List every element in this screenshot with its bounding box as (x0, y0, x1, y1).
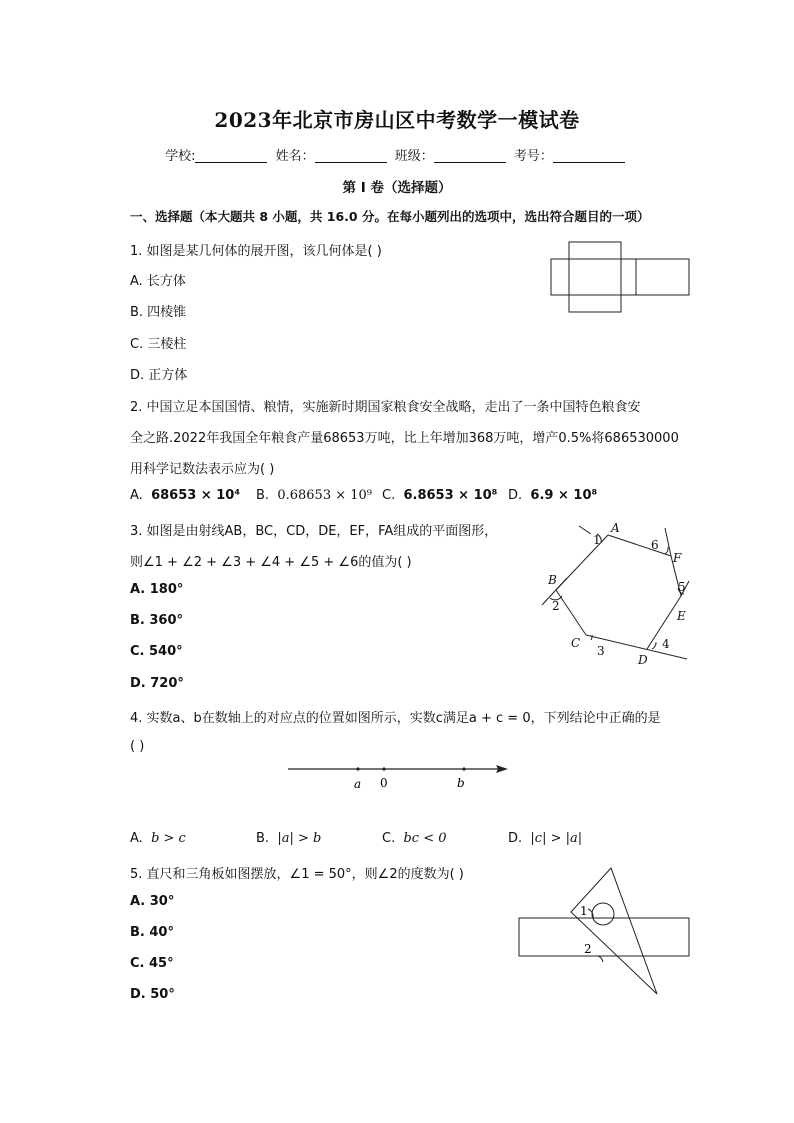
q4-option-b[interactable]: B. |a| > b (256, 831, 322, 846)
q2-option-d[interactable]: D. 6.9 × 10⁸ (508, 488, 598, 503)
q4-option-a[interactable]: A. b > c (130, 831, 186, 846)
q1-net-figure (548, 238, 694, 316)
q2-line-1: 2. 中国立足本国国情、粮情，实施新时期国家粮食安全战略，走出了一条中国特色粮食安 (130, 400, 641, 415)
q1-option-a[interactable]: A. 长方体 (130, 274, 186, 289)
ruler (519, 918, 689, 956)
q3-option-c[interactable]: C. 540° (130, 644, 183, 659)
point-b-label: b (457, 776, 465, 790)
q1-option-c[interactable]: C. 三棱柱 (130, 337, 187, 352)
q3-option-b[interactable]: B. 360° (130, 613, 184, 628)
point-zero-label: 0 (380, 776, 388, 790)
q2-line-3: 用科学记数法表示应为( ) (130, 462, 275, 477)
label-A: A (611, 521, 620, 535)
label-F: F (673, 551, 682, 565)
q4-line-1: 4. 实数a、b在数轴上的对应点的位置如图所示，实数c满足a + c = 0，下列结论中正确的是 (130, 711, 661, 726)
school-blank[interactable] (195, 148, 267, 163)
q2-option-c[interactable]: C. 6.8653 × 10⁸ (382, 488, 498, 503)
q5-ruler-triangle-figure (515, 860, 693, 998)
q3-option-a[interactable]: A. 180° (130, 582, 184, 597)
exam-no-blank[interactable] (553, 148, 625, 163)
exam-no-label: 考号： (513, 149, 553, 164)
point-a-label: a (354, 777, 362, 791)
label-B: B (548, 573, 557, 587)
ray-ab (608, 535, 671, 556)
q4-option-c[interactable]: C. bc < 0 (382, 831, 447, 846)
triangle-hole (592, 903, 614, 925)
q2-option-b[interactable]: B. 0.68653 × 10⁹ (256, 488, 372, 503)
angle-1: 1 (593, 533, 601, 547)
q5-option-b[interactable]: B. 40° (130, 925, 174, 940)
name-label: 姓名： (275, 149, 315, 164)
q3-line-2: 则∠1 + ∠2 + ∠3 + ∠4 + ∠5 + ∠6的值为( ) (130, 555, 412, 570)
q5-stem: 5. 直尺和三角板如图摆放，∠1 = 50°，则∠2的度数为( ) (130, 867, 464, 882)
net-face-top-bottom (569, 242, 621, 312)
q4-option-d[interactable]: D. |c| > |a| (508, 831, 583, 846)
student-info-row (0, 145, 794, 164)
label-E: E (677, 609, 686, 623)
label-D: D (638, 653, 648, 667)
class-blank[interactable] (434, 148, 506, 163)
angle-2: 2 (552, 599, 560, 613)
school-label: 学校: (165, 149, 196, 164)
label-C: C (571, 636, 581, 650)
net-face-strip (551, 259, 689, 295)
q3-line-1: 3. 如图是由射线AB，BC，CD，DE，EF，FA组成的平面图形， (130, 524, 498, 539)
section-title: 一、选择题（本大题共 8 小题，共 16.0 分。在每小题列出的选项中，选出符合题目的一项） (130, 209, 650, 224)
angle-3: 3 (597, 644, 605, 658)
q3-option-d[interactable]: D. 720° (130, 676, 184, 691)
q5-option-c[interactable]: C. 45° (130, 956, 174, 971)
angle-1-label: 1 (580, 904, 588, 918)
angle-2-label: 2 (584, 942, 592, 956)
angle-4: 4 (662, 637, 670, 651)
q1-option-b[interactable]: B. 四棱锥 (130, 305, 187, 320)
name-blank[interactable] (315, 148, 387, 163)
q2-line-2: 全之路.2022年我国全年粮食产量68653万吨，比上年增加368万吨，增产0.5%将686530000 (130, 431, 679, 446)
ray-fa (665, 528, 671, 556)
class-label: 班级： (394, 149, 434, 164)
triangle-board (571, 868, 657, 994)
q5-option-d[interactable]: D. 50° (130, 987, 175, 1002)
q4-number-line (286, 759, 510, 795)
q5-option-a[interactable]: A. 30° (130, 894, 175, 909)
part-title: 第 I 卷（选择题） (342, 180, 452, 196)
q3-hexagon-figure (535, 516, 695, 672)
q4-line-2: ( ) (130, 739, 145, 754)
q1-stem: 1. 如图是某几何体的展开图，该几何体是( ) (130, 244, 382, 259)
q2-option-a[interactable]: A. 68653 × 10⁴ (130, 488, 241, 503)
angle-5: 5 (678, 580, 686, 594)
angle-6: 6 (651, 538, 659, 552)
q1-option-d[interactable]: D. 正方体 (130, 368, 188, 383)
page-title: 2023年北京市房山区中考数学一模试卷 (214, 108, 580, 132)
